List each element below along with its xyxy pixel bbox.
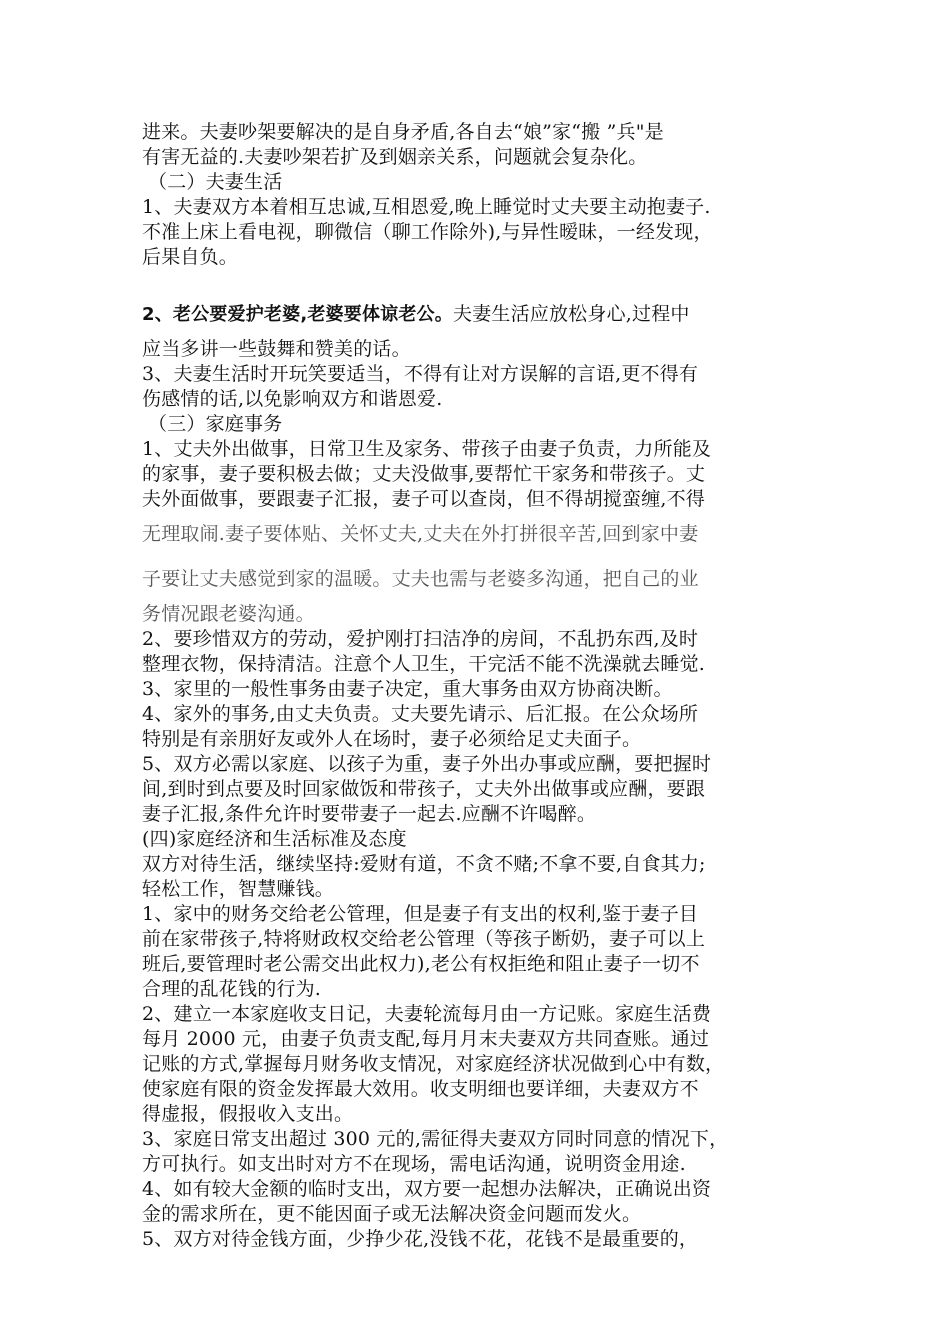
section-heading-3: （三）家庭事务: [148, 413, 283, 435]
document-body: [142, 120, 812, 1252]
text-line: 4、如有较大金额的临时支出，双方要一起想办法解决，正确说出资: [142, 1178, 712, 1200]
text-line: 合理的乱花钱的行为.: [142, 978, 322, 1000]
text-line: 3、家里的一般性事务由妻子决定，重大事务由双方协商决断。: [142, 678, 673, 700]
text-line: 后果自负。: [142, 246, 239, 268]
text-line: 双方对待生活，继续坚持:爱财有道，不贪不赌;不拿不要,自食其力;: [142, 853, 706, 875]
text-line: 3、夫妻生活时开玩笑要适当，不得有让对方误解的言语,更不得有: [142, 363, 699, 385]
text-line: 轻松工作，智慧赚钱。: [142, 878, 335, 900]
text-line: 进来。夫妻吵架要解决的是自身矛盾,各自去“娘”家“搬 ”兵"是: [142, 121, 664, 143]
text-line: 1、丈夫外出做事，日常卫生及家务、带孩子由妻子负责，力所能及: [142, 438, 712, 460]
text-line: 前在家带孩子,特将财政权交给老公管理（等孩子断奶，妻子可以上: [142, 928, 706, 950]
section-heading-2: （二）夫妻生活: [148, 171, 283, 193]
text-line: 妻子汇报,条件允许时要带妻子一起去.应酬不许喝醉。: [142, 803, 597, 825]
text-line: 使家庭有限的资金发挥最大效用。收支明细也要详细，夫妻双方不: [142, 1078, 699, 1100]
text-line: 记账的方式,掌握每月财务收支情况，对家庭经济状况做到心中有数，: [142, 1053, 725, 1075]
text-line: 子要让丈夫感觉到家的温暖。丈夫也需与老婆多沟通，把自己的业: [142, 568, 699, 590]
section-heading-4: (四)家庭经济和生活标准及态度: [142, 828, 407, 850]
text-line: 2、建立一本家庭收支日记，夫妻轮流每月由一方记账。家庭生活费: [142, 1003, 712, 1025]
text-line: 务情况跟老婆沟通。: [142, 603, 315, 625]
text-line: 1、夫妻双方本着相互忠诚,互相恩爱,晚上睡觉时丈夫要主动抱妻子.: [142, 196, 711, 218]
text-line: 整理衣物，保持清洁。注意个人卫生，干完活不能不洗澡就去睡觉.: [142, 653, 706, 675]
text-line: 1、家中的财务交给老公管理，但是妻子有支出的权利,鉴于妻子目: [142, 903, 699, 925]
text-line-mixed: [142, 292, 812, 337]
text-line: 2、要珍惜双方的劳动，爱护刚打扫洁净的房间，不乱扔东西,及时: [142, 628, 699, 650]
line-rest-text: 夫妻生活应放松身心,过程中: [452, 303, 690, 325]
text-line: 每月 2000 元，由妻子负责支配,每月月末夫妻双方共同查账。通过: [142, 1028, 710, 1050]
text-line: 4、家外的事务,由丈夫负责。丈夫要先请示、后汇报。在公众场所: [142, 703, 699, 725]
text-line: 5、双方必需以家庭、以孩子为重，妻子外出办事或应酬，要把握时: [142, 753, 712, 775]
text-line: 得虚报，假报收入支出。: [142, 1103, 354, 1125]
bold-lead-text: 2、老公要爱护老婆,老婆要体谅老公。: [142, 304, 453, 325]
text-line: 间,到时到点要及时回家做饭和带孩子，丈夫外出做事或应酬，要跟: [142, 778, 706, 800]
text-line: 特别是有亲朋好友或外人在场时，妻子必须给足丈夫面子。: [142, 728, 642, 750]
text-line: 夫外面做事，要跟妻子汇报，妻子可以查岗，但不得胡搅蛮缠,不得: [142, 488, 706, 510]
text-line: 3、家庭日常支出超过 300 元的,需征得夫妻双方同时同意的情况下，: [142, 1128, 729, 1150]
text-line: 方可执行。如支出时对方不在现场，需电话沟通，说明资金用途.: [142, 1153, 686, 1175]
text-line: 有害无益的.夫妻吵架若扩及到姻亲关系，问题就会复杂化。: [142, 146, 648, 168]
text-line: 的家事，妻子要积极去做；丈夫没做事,要帮忙干家务和带孩子。丈: [142, 463, 706, 485]
text-line: 应当多讲一些鼓舞和赞美的话。: [142, 338, 411, 360]
text-line: 不准上床上看电视，聊微信（聊工作除外),与异性暧昧，一经发现，: [142, 221, 713, 243]
text-line: 金的需求所在，更不能因面子或无法解决资金问题而发火。: [142, 1203, 642, 1225]
text-line: 无理取闹.妻子要体贴、关怀丈夫,丈夫在外打拼很辛苦,回到家中妻: [142, 523, 699, 545]
text-line: 班后,要管理时老公需交出此权力),老公有权拒绝和阻止妻子一切不: [142, 953, 700, 975]
text-line: 5、双方对待金钱方面，少挣少花,没钱不花，花钱不是最重要的，: [142, 1228, 699, 1250]
text-line: 伤感情的话,以免影响双方和谐恩爱.: [142, 388, 443, 410]
